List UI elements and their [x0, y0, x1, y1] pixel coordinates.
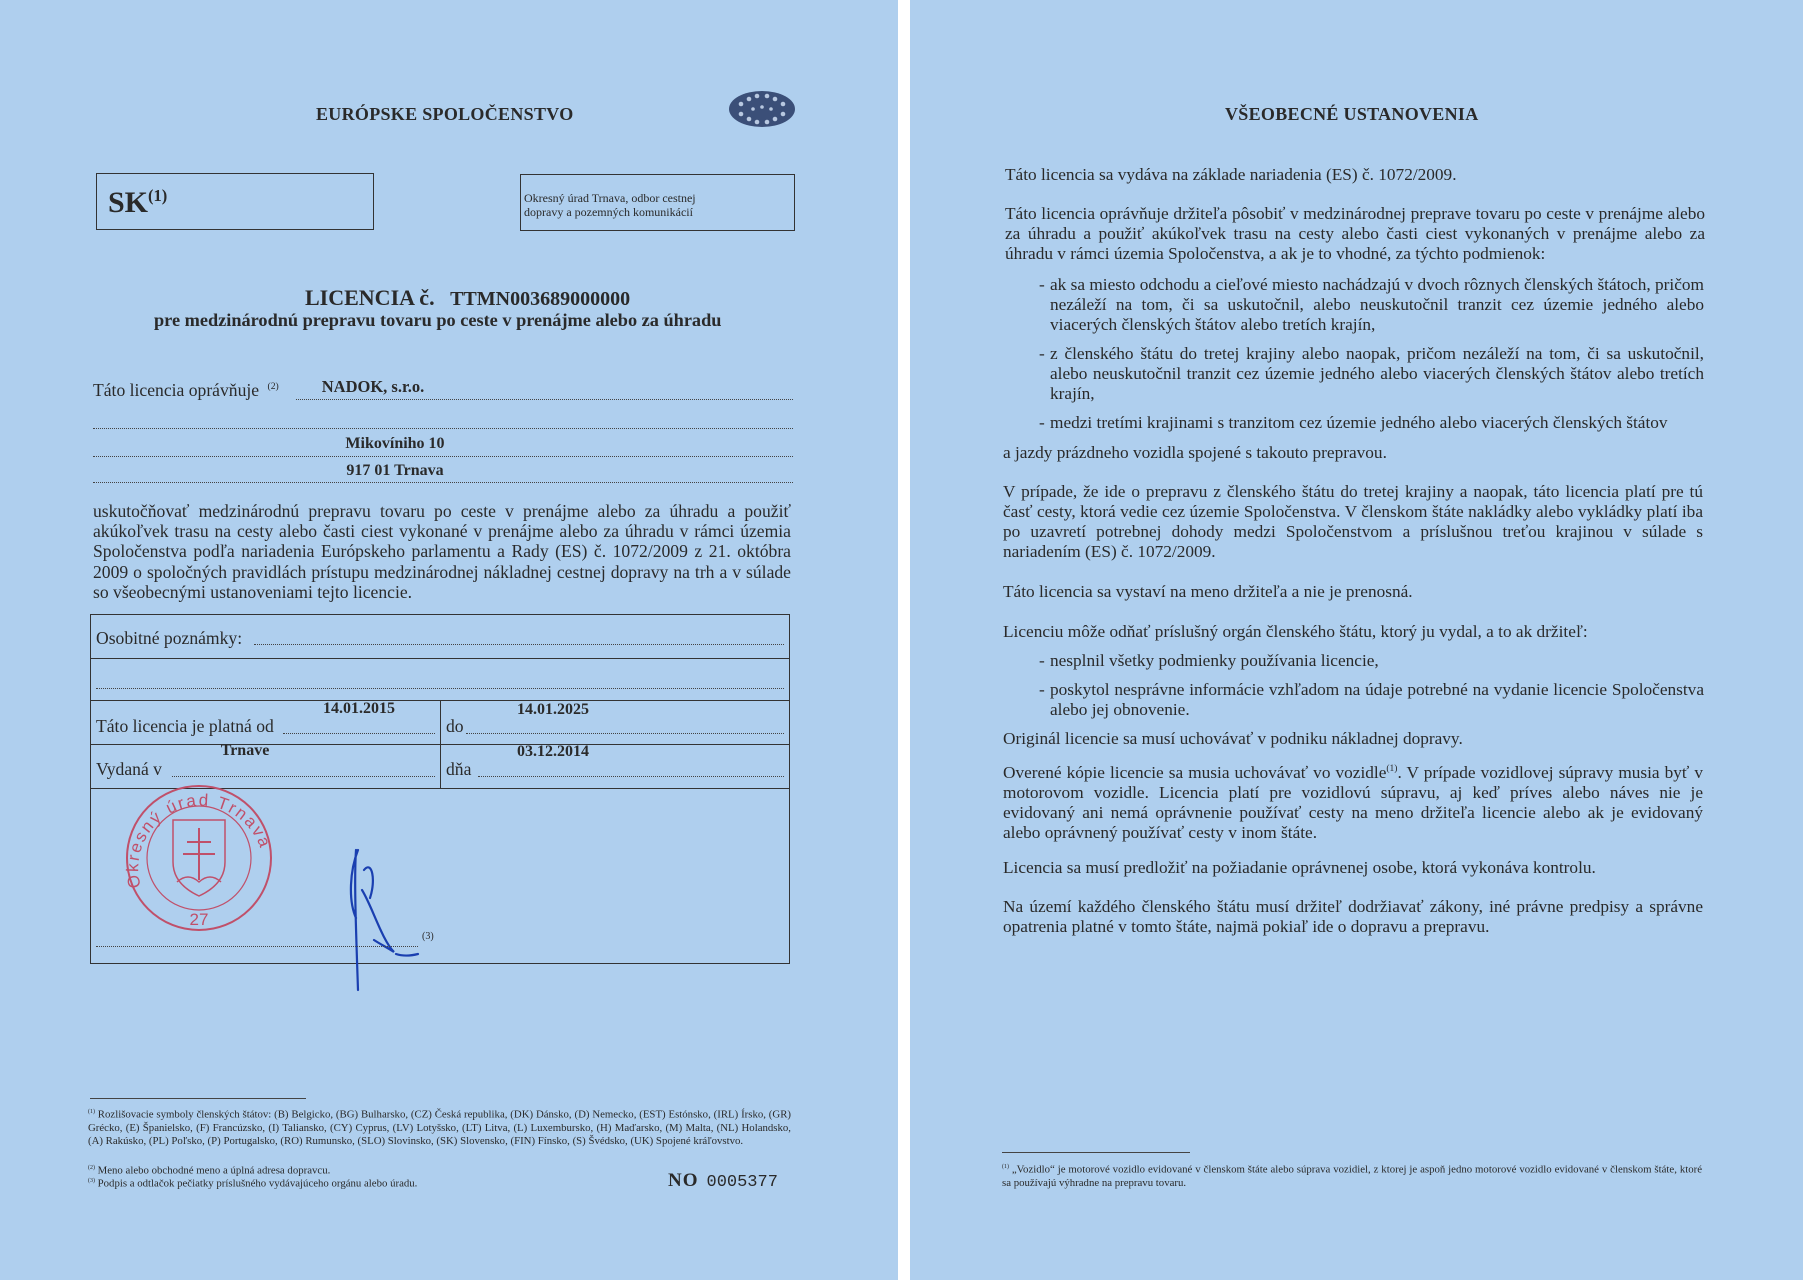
provision-p7: Originál licencie sa musí uchovávať v podniku nákladnej dopravy. — [1003, 729, 1463, 748]
issued-in-place: Trnave — [220, 742, 270, 759]
license-title: LICENCIA č. TTMN003689000000 — [305, 285, 631, 310]
entitles-label: Táto licencia oprávňuje $^{(2)}$ — [93, 380, 279, 400]
revocation-item-2: - poskytol nesprávne informácie vzhľadom na údaje potrebné na vydanie licencie Spoločenstva alebo jej obnovenie. — [1039, 680, 1704, 719]
provision-p8: Overené kópie licencie sa musia uchovávať vo vozidle$^{(1)}$. V prípade vozidlovej súpravy musia byť v motorovom vozidle. Licencia platí pre vozidlovú súpravu, aj keď príves alebo náves nie je evidovaný ani nemá oprávnenie používať cesty na meno držiteľa licencie alebo ak je evidovaný alebo oprávnený používať cesty v inom štáte. — [1003, 762, 1703, 842]
issued-on-line — [478, 759, 784, 777]
signature-line — [96, 930, 418, 947]
valid-to-date: 14.01.2025 — [517, 701, 589, 718]
table-hline — [90, 658, 789, 659]
valid-from-line — [283, 716, 435, 734]
special-notes-label: Osobitné poznámky: — [96, 628, 243, 648]
provision-p1: Táto licencia sa vydáva na základe nariadenia (ES) č. 1072/2009. — [1005, 165, 1457, 184]
provision-p5: Táto licencia sa vystaví na meno držiteľa a nie je prenosná. — [1003, 582, 1413, 601]
special-notes-line — [254, 628, 784, 645]
table-vline — [440, 700, 441, 788]
holder-name: NADOK, s.r.o. — [321, 377, 425, 396]
header-european-community: EURÓPSKE SPOLOČENSTVO — [316, 104, 574, 124]
address-line-1 — [93, 410, 793, 429]
license-front-page — [0, 0, 898, 1280]
provision-p6: Licenciu môže odňať príslušný orgán členského štátu, ktorý ju vydal, a to ak držiteľ: — [1003, 622, 1588, 641]
handwritten-signature — [342, 830, 422, 992]
svg-text:27: 27 — [189, 910, 209, 929]
country-code: SK$^{(1)}$ — [108, 186, 168, 219]
footnote-1: $^{(1)}$ Rozlišovacie symboly členských štátov: (B) Belgicko, (BG) Bulharsko, (CZ) Česká republika, (DK) Dánsko, (D) Nemecko, (EST) Estónsko, (IRL) Írsko, (GR) Grécko, (E) Španielsko, (F) Francúzsko, (I) Taliansko, (CY) Cyprus, (LV) Lotyšsko, (LT) Litva, (L) Luxembursko, (H) Maďarsko, (M) Malta, (NL) Holandsko, (A) Rakúsko, (PL) Poľsko, (P) Portugalsko, (RO) Rumunsko, (SLO) Slovinsko, (SK) Slovensko, (FIN) Fínsko, (S) Švédsko, (UK) Spojené kráľovstvo. — [88, 1108, 791, 1147]
provision-p2: Táto licencia oprávňuje držiteľa pôsobiť v medzinárodnej preprave tovaru po ceste v prenájme alebo za úhradu a použiť akúkoľvek trasu na cesty alebo časti ciest vykonaných v prenájme alebo za úhradu v rámci územia Spoločenstva, a ak je to vhodné, za týchto podmienok: — [1005, 204, 1705, 263]
address-line-3 — [93, 464, 793, 483]
issued-in-label: Vydaná v — [96, 759, 162, 779]
vehicle-footnote: $^{(1)}$ „Vozidlo“ je motorové vozidlo evidované v členskom štáte alebo súprava vozidiel, z ktorej je aspoň jedno motorové vozidlo evidované v členskom štáte, ktoré sa používajú výhradne na prepravu tovaru. — [1002, 1163, 1703, 1189]
issuing-authority: Okresný úrad Trnava, odbor cestnej dopravy a pozemných komunikácií — [524, 191, 696, 219]
license-subtitle: pre medzinárodnú prepravu tovaru po ceste v prenájme alebo za úhradu — [154, 310, 722, 330]
issuing-authority-box — [520, 174, 795, 231]
issued-on-date: 03.12.2014 — [517, 743, 589, 760]
provision-p9: Licencia sa musí predložiť na požiadanie oprávnenej osobe, ktorá vykonáva kontrolu. — [1003, 858, 1596, 877]
valid-from-date: 14.01.2015 — [323, 700, 395, 717]
address-street: Mikovíniho 10 — [345, 435, 445, 452]
special-notes-line-2 — [96, 672, 784, 689]
footnote-3: $^{(3)}$ Podpis a odtlačok pečiatky príslušného vydávajúceho orgánu alebo úradu. — [88, 1177, 418, 1190]
condition-item-1: - ak sa miesto odchodu a cieľové miesto nachádzajú v dvoch rôznych členských štátoch, pričom nezáleží na tom, či sa uskutočnil, alebo neuskutočnil tranzit cez územie jedného alebo viacerých členských štátov alebo tretích krajín, — [1039, 275, 1704, 334]
header-general-provisions: VŠEOBECNÉ USTANOVENIA — [1225, 104, 1479, 124]
country-code-box — [96, 173, 374, 230]
footnote-rule — [90, 1098, 306, 1099]
address-city: 917 01 Trnava — [346, 462, 444, 479]
revocation-item-1: - nesplnil všetky podmienky používania licencie, — [1039, 651, 1379, 670]
valid-from-label: Táto licencia je platná od — [96, 716, 274, 736]
condition-item-2: - z členského štátu do tretej krajiny alebo naopak, pričom nezáleží na tom, či sa uskutočnil, alebo neuskutočnil tranzit cez územie jedného alebo viacerých členských štátov alebo tretích krajín, — [1039, 344, 1704, 403]
official-stamp — [103, 782, 287, 942]
seal-icon — [727, 88, 797, 130]
address-line-2 — [93, 438, 793, 457]
signature-note: (3) — [422, 931, 434, 942]
provision-p4: V prípade, že ide o prepravu z členského štátu do tretej krajiny a naopak, táto licencia platí pre tú časť cesty, ktorá vedie cez územie Spoločenstva. V členskom štáte nakládky alebo vykládky platí iba po uzavretí potrebnej dohody medzi Spoločenstvom a príslušnou treťou krajinou v súlade s nariadením (ES) č. 1072/2009. — [1003, 482, 1703, 561]
footnote-2: $^{(2)}$ Meno alebo obchodné meno a úplná adresa dopravcu. — [88, 1164, 331, 1177]
provision-p10: Na území každého členského štátu musí držiteľ dodržiavať zákony, iné právne predpisy a správne opatrenia platné v tomto štáte, najmä pokiaľ ide o dopravu a prepravu. — [1003, 897, 1703, 936]
license-body-text: uskutočňovať medzinárodnú prepravu tovaru po ceste v prenájme alebo za úhradu a použiť akúkoľvek trasu na cesty alebo časti ciest vykonané v prenájme alebo za úhradu v rámci územia Spoločenstva podľa nariadenia Európskeho parlamentu a Rady (ES) č. 1072/2009 z 21. októbra 2009 o spoločných pravidlách prístupu medzinárodnej nákladnej cestnej dopravy na trh a v súlade so všeobecnými ustanoveniami tejto licencie. — [93, 501, 791, 602]
serial-number: NO 0005377 — [668, 1170, 778, 1192]
svg-text:Okresný úrad Trnava: Okresný úrad Trnava — [123, 790, 276, 890]
footnote-rule — [1002, 1152, 1190, 1153]
condition-item-3: - medzi tretími krajinami s tranzitom cez územie jedného alebo viacerých členských štátov — [1039, 413, 1668, 432]
provision-p3: a jazdy prázdneho vozidla spojené s takouto prepravou. — [1003, 443, 1387, 462]
valid-to-label: do — [446, 716, 464, 736]
general-provisions-page — [910, 0, 1803, 1280]
issued-on-label: dňa — [446, 759, 472, 779]
license-number: TTMN003689000000 — [450, 288, 631, 310]
issued-in-line — [172, 759, 435, 777]
